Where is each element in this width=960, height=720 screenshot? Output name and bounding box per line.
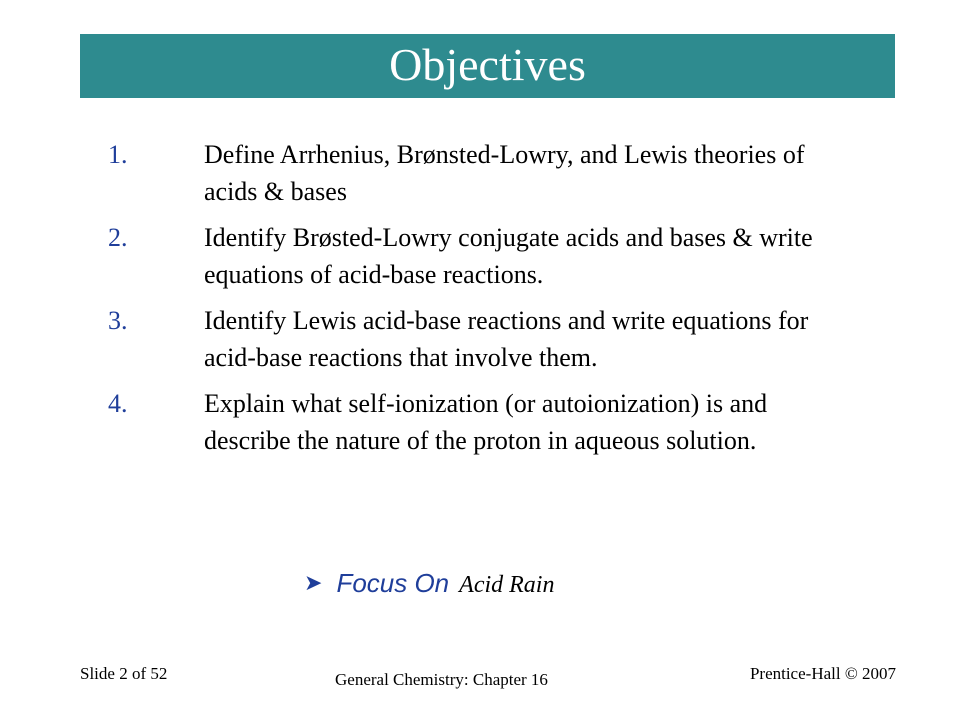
objective-number: 3. (108, 306, 128, 335)
course-title: General Chemistry: Chapter 16 (335, 670, 548, 689)
objective-number: 4. (108, 389, 128, 418)
focus-label: Focus On (336, 568, 450, 598)
objectives-list (108, 136, 853, 468)
objective-item (108, 302, 853, 376)
title-bar (80, 34, 895, 98)
objective-item (108, 385, 853, 459)
objective-text: Identify Brøsted-Lowry conjugate acids and bases & write equations of acid-base reactions. (204, 223, 813, 289)
slide-title: Objectives (389, 39, 586, 90)
objective-text: Identify Lewis acid-base reactions and write equations for acid-base reactions that involve them. (204, 306, 809, 372)
objective-text: Define Arrhenius, Brønsted-Lowry, and Lewis theories of acids & bases (204, 140, 805, 206)
objective-text: Explain what self-ionization (or autoionization) is and describe the nature of the proton in aqueous solution. (204, 389, 768, 455)
objective-number: 2. (108, 223, 128, 252)
objective-item (108, 136, 853, 210)
arrow-bullet-icon: ➤ (304, 571, 323, 596)
focus-topic: Acid Rain (459, 572, 555, 598)
objective-item (108, 219, 853, 293)
focus-on-line (304, 568, 554, 599)
objective-number: 1. (108, 140, 128, 169)
slide-number: Slide 2 of 52 (80, 664, 168, 683)
copyright: Prentice-Hall © 2007 (749, 664, 896, 683)
